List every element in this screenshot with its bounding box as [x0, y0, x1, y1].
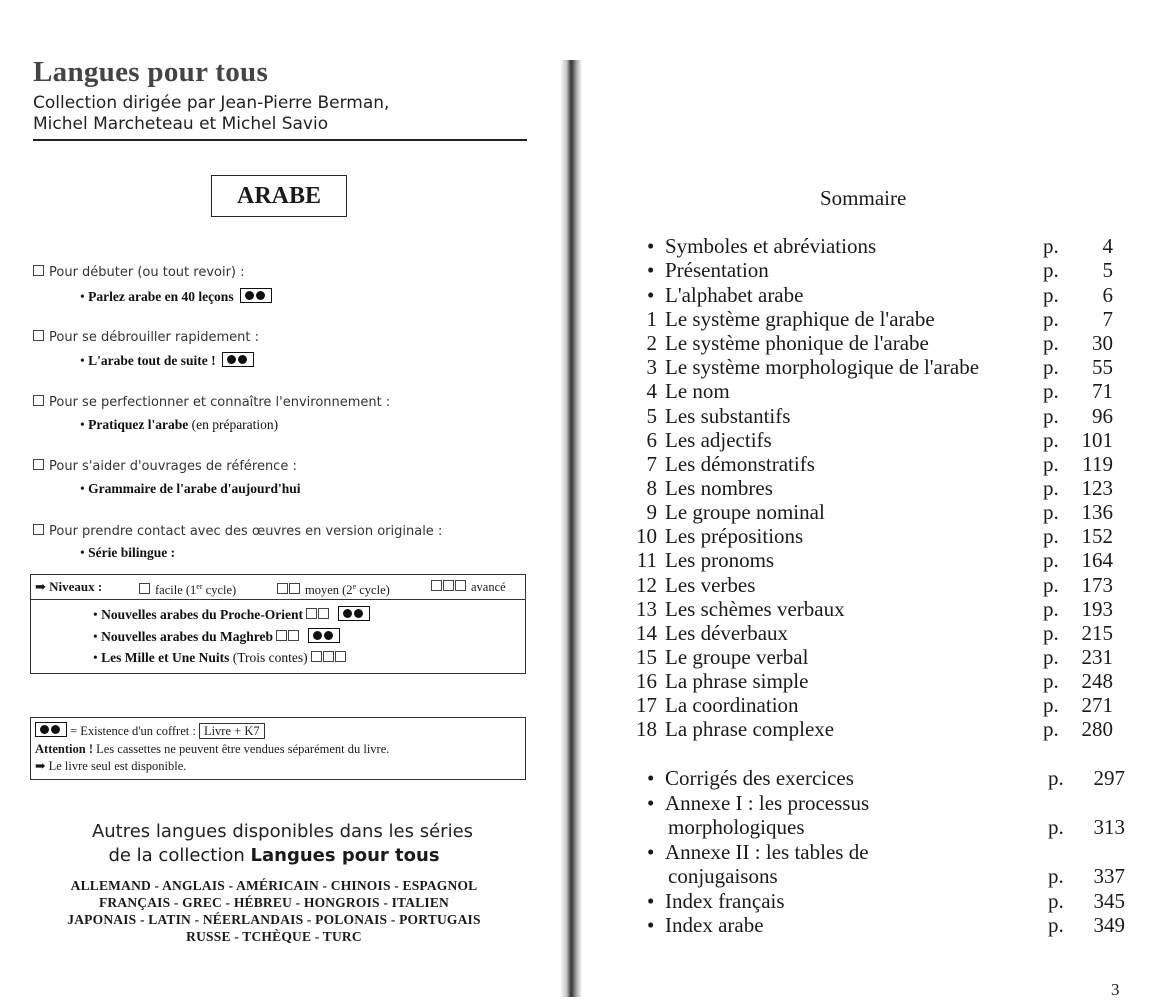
page-number-ref: 136 [1081, 500, 1113, 525]
levels-row [31, 575, 525, 600]
languages-line: JAPONAIS - LATIN - NÉERLANDAIS - POLONAIS - PORTUGAIS [67, 912, 481, 927]
livre-k7-box: Livre + K7 [199, 723, 265, 739]
page-label: p. [1043, 306, 1059, 331]
directed-by-line-2: Michel Marcheteau et Michel Savio [33, 114, 329, 134]
toc-entry-title: Les nombres [665, 475, 773, 500]
legend-attention-line: Attention ! Les cassettes ne peuvent être vendues séparément du livre. [35, 742, 390, 756]
toc-chapter-number: 15 [636, 645, 657, 669]
page-number-ref: 101 [1081, 427, 1113, 452]
languages-line: RUSSE - TCHÈQUE - TURC [186, 929, 362, 944]
toc-entry-title: Le système phonique de l'arabe [665, 331, 929, 356]
language-title-box: ARABE [211, 175, 347, 217]
page-number-ref: 152 [1081, 524, 1113, 549]
toc-chapter-number: 18 [636, 717, 657, 742]
page-label: p. [1043, 475, 1059, 500]
bilingual-item: • Nouvelles arabes du Maghreb [93, 628, 340, 645]
arrow-right-icon: ➡ [35, 759, 46, 773]
page-label: p. [1043, 548, 1059, 573]
page-number-ref: 215 [1081, 620, 1113, 645]
bilingual-item: • Nouvelles arabes du Proche-Orient [93, 606, 370, 623]
header-rule [33, 139, 527, 141]
legend-book-only-line: ➡ Le livre seul est disponible. [35, 759, 187, 773]
page-number-ref: 349 [1093, 913, 1125, 937]
book-item: • Série bilingue : [80, 545, 176, 560]
page-label: p. [1043, 451, 1059, 476]
page-label: p. [1043, 331, 1059, 356]
level-square-icon [443, 580, 454, 591]
page-label: p. [1043, 620, 1059, 645]
page-number-ref: 231 [1081, 645, 1113, 669]
page-label: p. [1048, 863, 1064, 888]
cassette-coffret-icon [240, 288, 272, 303]
page-label: p. [1048, 888, 1064, 913]
toc-chapter-number: 12 [636, 572, 657, 597]
bullet-icon: • [647, 282, 655, 307]
toc-chapter-number: 13 [636, 596, 657, 621]
toc-entry-title: Index français [665, 888, 785, 913]
toc-chapter-number: 11 [636, 548, 657, 573]
page-label: p. [1043, 693, 1059, 718]
page-label: p. [1043, 282, 1059, 307]
checkbox-square-icon [33, 524, 44, 535]
toc-chapter-number: 3 [646, 355, 657, 380]
page-label: p. [1048, 913, 1064, 937]
page-label: p. [1043, 403, 1059, 428]
checkbox-square-icon [33, 395, 44, 406]
toc-entry-title: Les déverbaux [665, 620, 789, 645]
toc-chapter-number: 9 [646, 500, 657, 525]
page-number-ref: 271 [1081, 693, 1113, 718]
level-square-icon [318, 608, 329, 619]
category-intro: Pour prendre contact avec des œuvres en version originale : [33, 524, 442, 539]
bullet-icon: • [647, 888, 655, 913]
page-number-ref: 345 [1093, 888, 1125, 913]
toc-entry-title: Les prépositions [665, 524, 804, 549]
toc-chapter-number: 14 [636, 620, 657, 645]
page-number-ref: 193 [1081, 596, 1113, 621]
page-label: p. [1048, 814, 1064, 839]
level-square-icon [139, 583, 150, 594]
page-number-ref: 6 [1102, 282, 1113, 307]
page-number-ref: 7 [1102, 306, 1113, 331]
category-intro: Pour se perfectionner et connaître l'environnement : [33, 395, 390, 410]
arrow-right-icon: ➡ [35, 579, 46, 594]
page-label: p. [1043, 500, 1059, 525]
page-label: p. [1043, 596, 1059, 621]
page-number-ref: 71 [1092, 379, 1113, 404]
toc-entry-title: Présentation [665, 258, 769, 283]
page-number-ref: 119 [1082, 451, 1113, 476]
other-languages-title-2: de la collection Langues pour tous [108, 845, 440, 866]
level-square-icon [289, 583, 300, 594]
page-number-ref: 4 [1102, 234, 1113, 258]
page-label: p. [1043, 572, 1059, 597]
level-square-icon [306, 608, 317, 619]
page-number-ref: 248 [1081, 669, 1113, 694]
toc-entry-title: Annexe I : les processus [665, 790, 870, 815]
other-languages-title-1: Autres langues disponibles dans les séries [91, 821, 474, 842]
page-number-ref: 313 [1093, 814, 1125, 839]
book-item: • Grammaire de l'arabe d'aujourd'hui [80, 481, 301, 496]
toc-chapter-number: 2 [646, 331, 657, 356]
page-number-ref: 164 [1081, 548, 1113, 573]
levels-box [30, 574, 526, 674]
page-number-ref: 30 [1092, 331, 1113, 356]
toc-entry-title: Le nom [665, 379, 730, 404]
directed-by-line-1: Collection dirigée par Jean-Pierre Berman, [33, 93, 390, 113]
page-label: p. [1043, 717, 1059, 742]
page-label: p. [1043, 669, 1059, 694]
checkbox-square-icon [33, 330, 44, 341]
level-easy: facile (1er cycle) [139, 575, 236, 602]
toc-chapter-number: 6 [646, 427, 657, 452]
bilingual-item: • Les Mille et Une Nuits (Trois contes) [93, 650, 351, 666]
level-square-icon [288, 630, 299, 641]
cassette-coffret-icon [338, 606, 370, 621]
toc-entry-title: Corrigés des exercices [665, 766, 854, 790]
toc-chapter-number: 5 [646, 403, 657, 428]
book-spine-shadow [560, 60, 582, 997]
toc-entry-title: Les démonstratifs [665, 451, 815, 476]
page-number-ref: 123 [1081, 475, 1113, 500]
toc-entry-title: La phrase simple [665, 669, 809, 694]
page-number-ref: 297 [1093, 766, 1125, 790]
cassette-coffret-icon [35, 722, 67, 737]
level-square-icon [277, 583, 288, 594]
collection-title: Langues pour tous [33, 56, 269, 88]
toc-entry-title: L'alphabet arabe [665, 282, 804, 307]
category-intro: Pour débuter (ou tout revoir) : [33, 265, 245, 280]
toc-entry-title: Le système morphologique de l'arabe [665, 355, 980, 380]
page-label: p. [1043, 379, 1059, 404]
level-square-icon [335, 651, 346, 662]
toc-chapter-number: 7 [646, 451, 657, 476]
toc-chapter-number: 17 [636, 693, 657, 718]
languages-line: FRANÇAIS - GREC - HÉBREU - HONGROIS - ITALIEN [98, 895, 450, 910]
toc-entry-title: Le système graphique de l'arabe [665, 306, 935, 331]
page-label: p. [1043, 645, 1059, 669]
toc-entry-title: Les schèmes verbaux [665, 596, 845, 621]
level-square-icon [311, 651, 322, 662]
page-label: p. [1043, 524, 1059, 549]
page-label: p. [1043, 355, 1059, 380]
toc-entry-title: Les pronoms [665, 548, 775, 573]
toc-entry-title: Le groupe verbal [665, 645, 809, 669]
bullet-icon: • [647, 766, 655, 790]
levels-label: ➡ Niveaux : [35, 579, 103, 594]
cassette-coffret-icon [222, 352, 254, 367]
legend-coffret-line: = Existence d'un coffret : Livre + K7 [35, 722, 265, 739]
bullet-icon: • [647, 913, 655, 937]
level-square-icon [431, 580, 442, 591]
toc-chapter-number: 10 [636, 524, 657, 549]
toc-entry-title: La coordination [665, 693, 799, 718]
level-square-icon [323, 651, 334, 662]
cassette-coffret-icon [308, 628, 340, 643]
sommaire-title: Sommaire [820, 186, 907, 210]
page-number-ref: 55 [1092, 355, 1113, 380]
level-advanced: avancé [431, 575, 506, 599]
page-label: p. [1043, 234, 1059, 258]
page-number-ref: 280 [1081, 717, 1113, 742]
book-item: • Parlez arabe en 40 leçons [80, 288, 272, 305]
toc-chapter-number: 16 [636, 669, 657, 694]
toc-entry-title: Les adjectifs [665, 427, 772, 452]
bullet-icon: • [647, 839, 655, 864]
toc-entry-title: Le groupe nominal [665, 500, 825, 525]
toc-entry-title-line2: conjugaisons [668, 863, 778, 888]
page-number-ref: 96 [1092, 403, 1113, 428]
level-medium: moyen (2e cycle) [277, 575, 390, 602]
page-number: 3 [1111, 980, 1120, 999]
toc-chapter-number: 8 [646, 475, 657, 500]
book-item: • L'arabe tout de suite ! [80, 352, 254, 369]
toc-entry-title: Les substantifs [665, 403, 791, 428]
toc-entry-title: Index arabe [665, 913, 764, 937]
page-number-ref: 5 [1102, 258, 1113, 283]
level-square-icon [455, 580, 466, 591]
category-intro: Pour se débrouiller rapidement : [33, 330, 259, 345]
toc-entry-title: Annexe II : les tables de [665, 839, 869, 864]
page-number-ref: 337 [1093, 863, 1125, 888]
toc-entry-title: Les verbes [665, 572, 756, 597]
checkbox-square-icon [33, 459, 44, 470]
bullet-icon: • [647, 258, 655, 283]
page-label: p. [1043, 258, 1059, 283]
category-intro: Pour s'aider d'ouvrages de référence : [33, 459, 297, 474]
bullet-icon: • [647, 234, 655, 258]
book-item: • Pratiquez l'arabe (en préparation) [80, 417, 279, 432]
toc-chapter-number: 1 [646, 306, 657, 331]
toc-entry-title: La phrase complexe [665, 717, 835, 742]
toc-chapter-number: 4 [646, 379, 657, 404]
page-number-ref: 173 [1081, 572, 1113, 597]
level-square-icon [276, 630, 287, 641]
languages-line: ALLEMAND - ANGLAIS - AMÉRICAIN - CHINOIS - ESPAGNOL [70, 878, 478, 893]
toc-entry-title-line2: morphologiques [668, 814, 805, 839]
toc-entry-title: Symboles et abréviations [665, 234, 877, 258]
legend-box [30, 717, 526, 780]
page-label: p. [1048, 766, 1064, 790]
page-label: p. [1043, 427, 1059, 452]
bullet-icon: • [647, 790, 655, 815]
checkbox-square-icon [33, 265, 44, 276]
